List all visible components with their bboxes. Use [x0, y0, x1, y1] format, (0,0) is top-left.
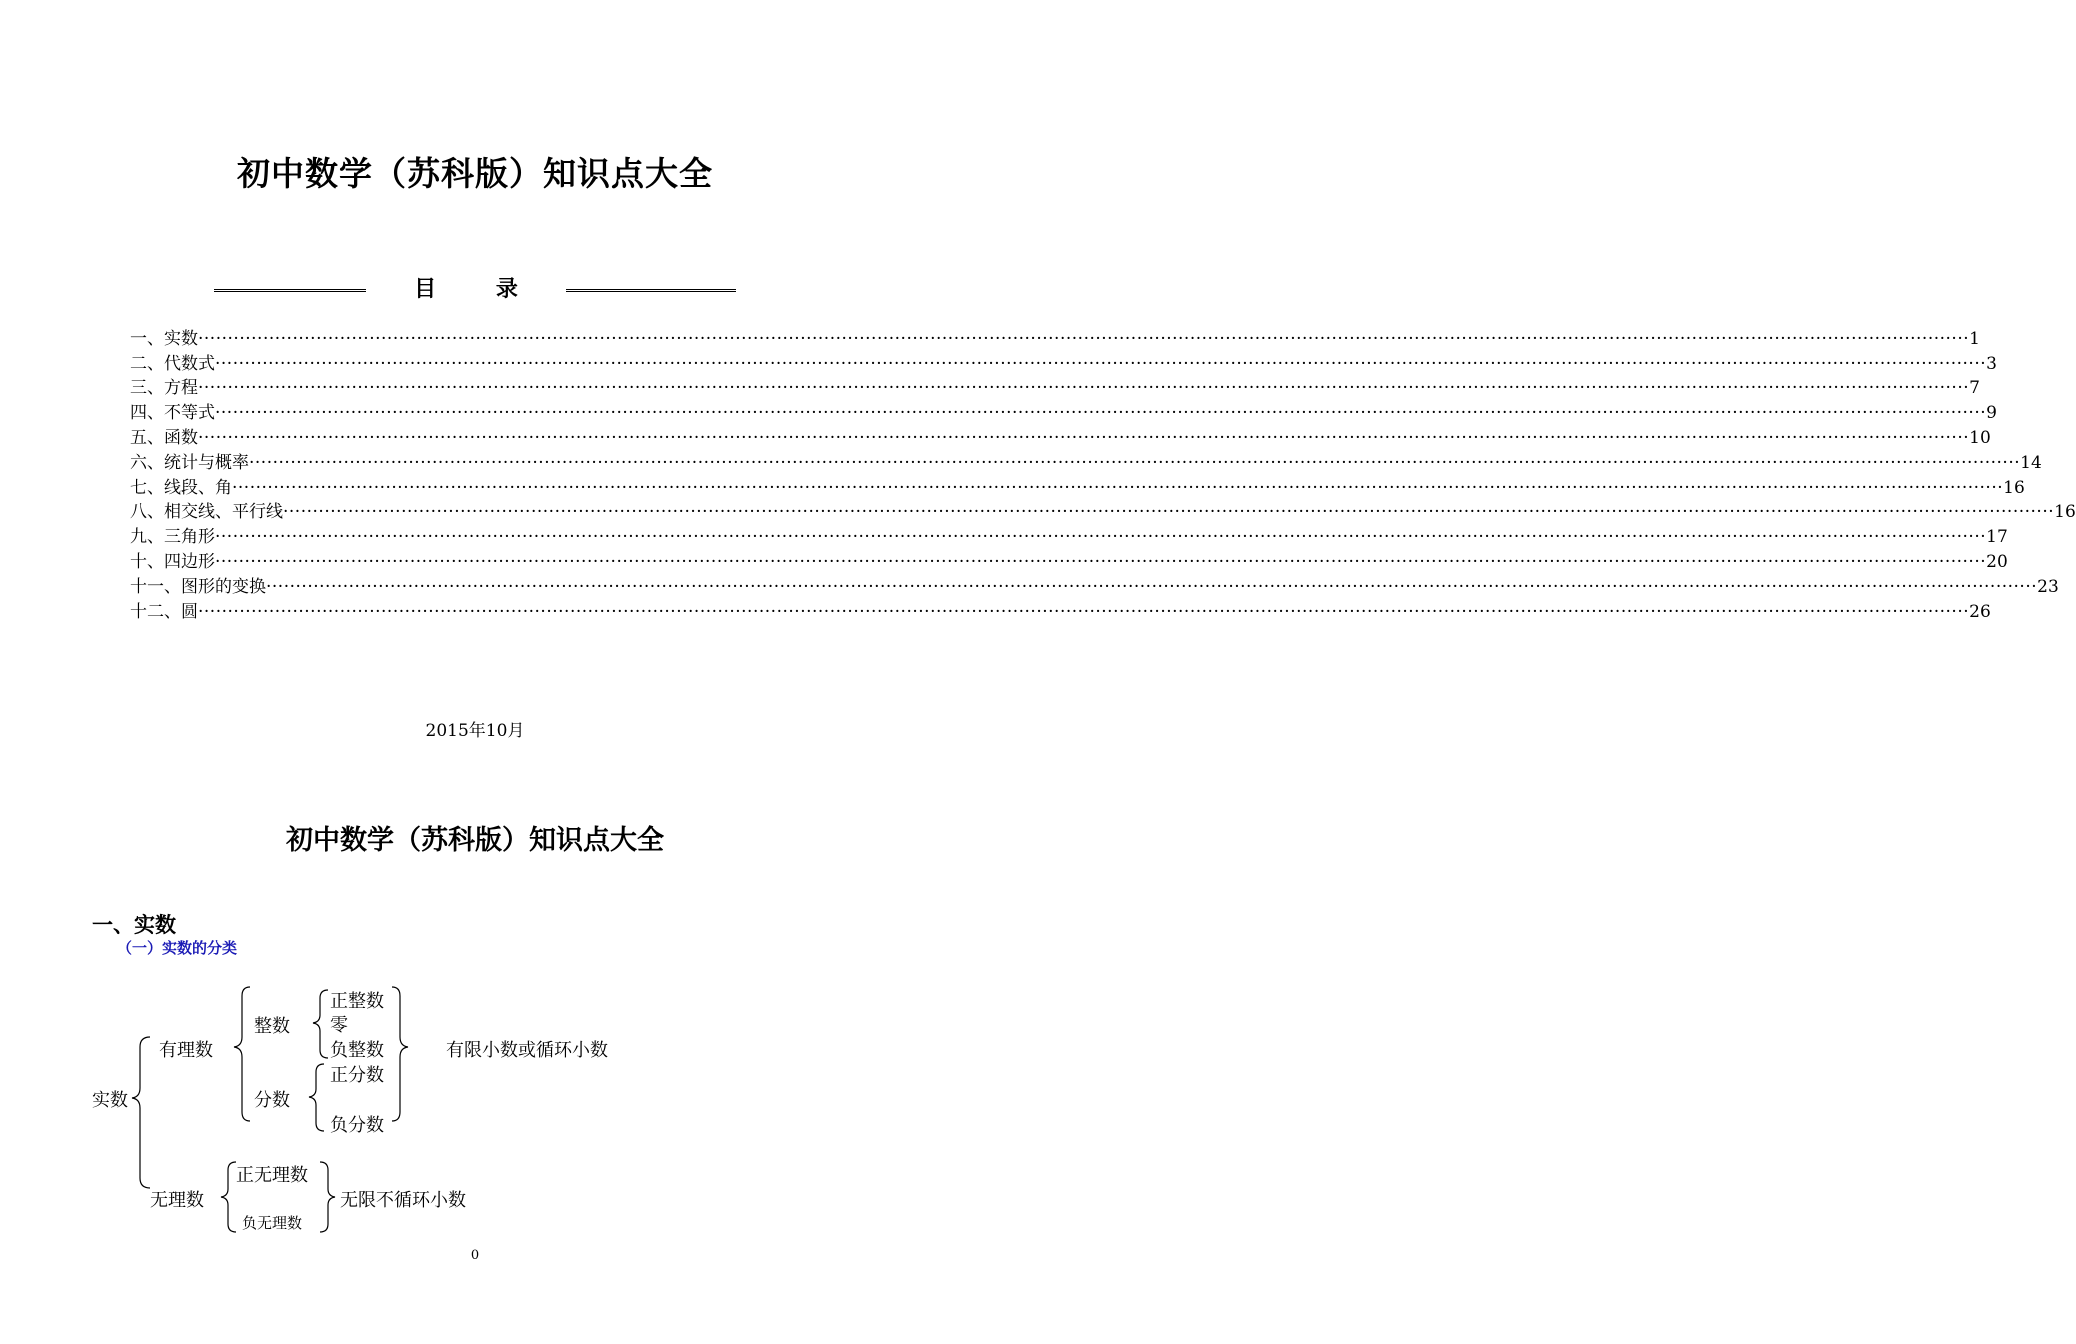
brace-irrational-right: [320, 1162, 335, 1232]
toc-entry-label: 四、不等式: [130, 403, 215, 424]
label-negative-irrational: 负无理数: [242, 1214, 303, 1232]
toc-leader-dots: ············································································································································································································································································································: [198, 601, 1970, 622]
toc-entry-page: 16: [2003, 477, 2025, 498]
toc-entry-page: 16: [2054, 502, 2076, 523]
toc-entry-label: 二、代数式: [130, 353, 215, 374]
brace-rational: [234, 987, 250, 1121]
toc-entry-page: 9: [1986, 403, 1997, 424]
page-number: 0: [470, 1248, 480, 1263]
toc-leader-dots: ············································································································································································································································································································: [266, 576, 2038, 597]
toc-entry-page: 10: [1969, 427, 1991, 448]
label-irrational-note: 无限不循环小数: [340, 1190, 466, 1211]
label-negative-fraction: 负分数: [330, 1115, 384, 1136]
toc-entry-label: 十二、圆: [130, 601, 198, 622]
toc-entry-label: 五、函数: [130, 427, 198, 448]
toc-entry-page: 17: [1986, 527, 2008, 548]
toc-entry-page: 20: [1986, 551, 2008, 572]
toc-leader-dots: ············································································································································································································································································································: [215, 551, 1987, 572]
toc-leader-dots: ············································································································································································································································································································: [198, 378, 1970, 399]
toc-entry-label: 八、相交线、平行线: [130, 502, 283, 523]
toc-entry-page: 14: [2020, 452, 2042, 473]
toc-leader-dots: ············································································································································································································································································································: [232, 477, 2004, 498]
body-title: 初中数学（苏科版）知识点大全: [286, 825, 664, 856]
toc-leader-dots: ············································································································································································································································································································: [198, 427, 1970, 448]
toc-entry-label: 六、统计与概率: [130, 452, 249, 473]
section-heading: 一、实数: [92, 913, 176, 937]
toc-heading-text: 目 录: [414, 276, 544, 302]
toc-leader-dots: ············································································································································································································································································································: [249, 452, 2021, 473]
toc-entry-label: 七、线段、角: [130, 477, 232, 498]
toc-leader-dots: ············································································································································································································································································································: [215, 403, 1987, 424]
label-irrational-number: 无理数: [150, 1190, 204, 1211]
label-positive-fraction: 正分数: [330, 1065, 384, 1086]
document-date: 2015年10月: [425, 721, 525, 741]
label-positive-irrational: 正无理数: [236, 1165, 308, 1186]
main-title: 初中数学（苏科版）知识点大全: [237, 154, 713, 193]
toc-entry-label: 十、四边形: [130, 551, 215, 572]
label-negative-integer: 负整数: [330, 1040, 384, 1061]
label-zero: 零: [330, 1015, 348, 1036]
brace-real: [132, 1037, 150, 1188]
subsection-heading: （一）实数的分类: [117, 939, 238, 957]
label-rational-number: 有理数: [159, 1040, 213, 1061]
toc-entry-page: 26: [1969, 601, 1991, 622]
label-fraction: 分数: [254, 1090, 290, 1111]
label-real-number: 实数: [92, 1090, 128, 1111]
toc-entry-label: 十一、图形的变换: [130, 576, 266, 597]
toc-leader-dots: ············································································································································································································································································································: [215, 527, 1987, 548]
toc-entry-label: 九、三角形: [130, 527, 215, 548]
toc-entry-page: 7: [1969, 378, 1980, 399]
diagram-braces: [0, 0, 950, 1344]
label-rational-note: 有限小数或循环小数: [446, 1040, 608, 1061]
toc-entry-label: 一、实数: [130, 328, 198, 349]
brace-rational-right: [392, 987, 408, 1121]
toc-leader-dots: ············································································································································································································································································································: [283, 502, 2055, 523]
label-integer: 整数: [254, 1016, 290, 1037]
toc-entry-page: 23: [2037, 576, 2059, 597]
toc-leader-dots: ············································································································································································································································································································: [215, 353, 1987, 374]
toc-leader-dots: ············································································································································································································································································································: [198, 328, 1970, 349]
toc-entry-label: 三、方程: [130, 378, 198, 399]
brace-irrational: [221, 1162, 236, 1232]
label-positive-integer: 正整数: [330, 991, 384, 1012]
toc-entry-page: 1: [1969, 328, 1980, 349]
brace-integer: [313, 990, 328, 1058]
brace-fraction: [309, 1064, 324, 1131]
toc-entry-page: 3: [1986, 353, 1997, 374]
